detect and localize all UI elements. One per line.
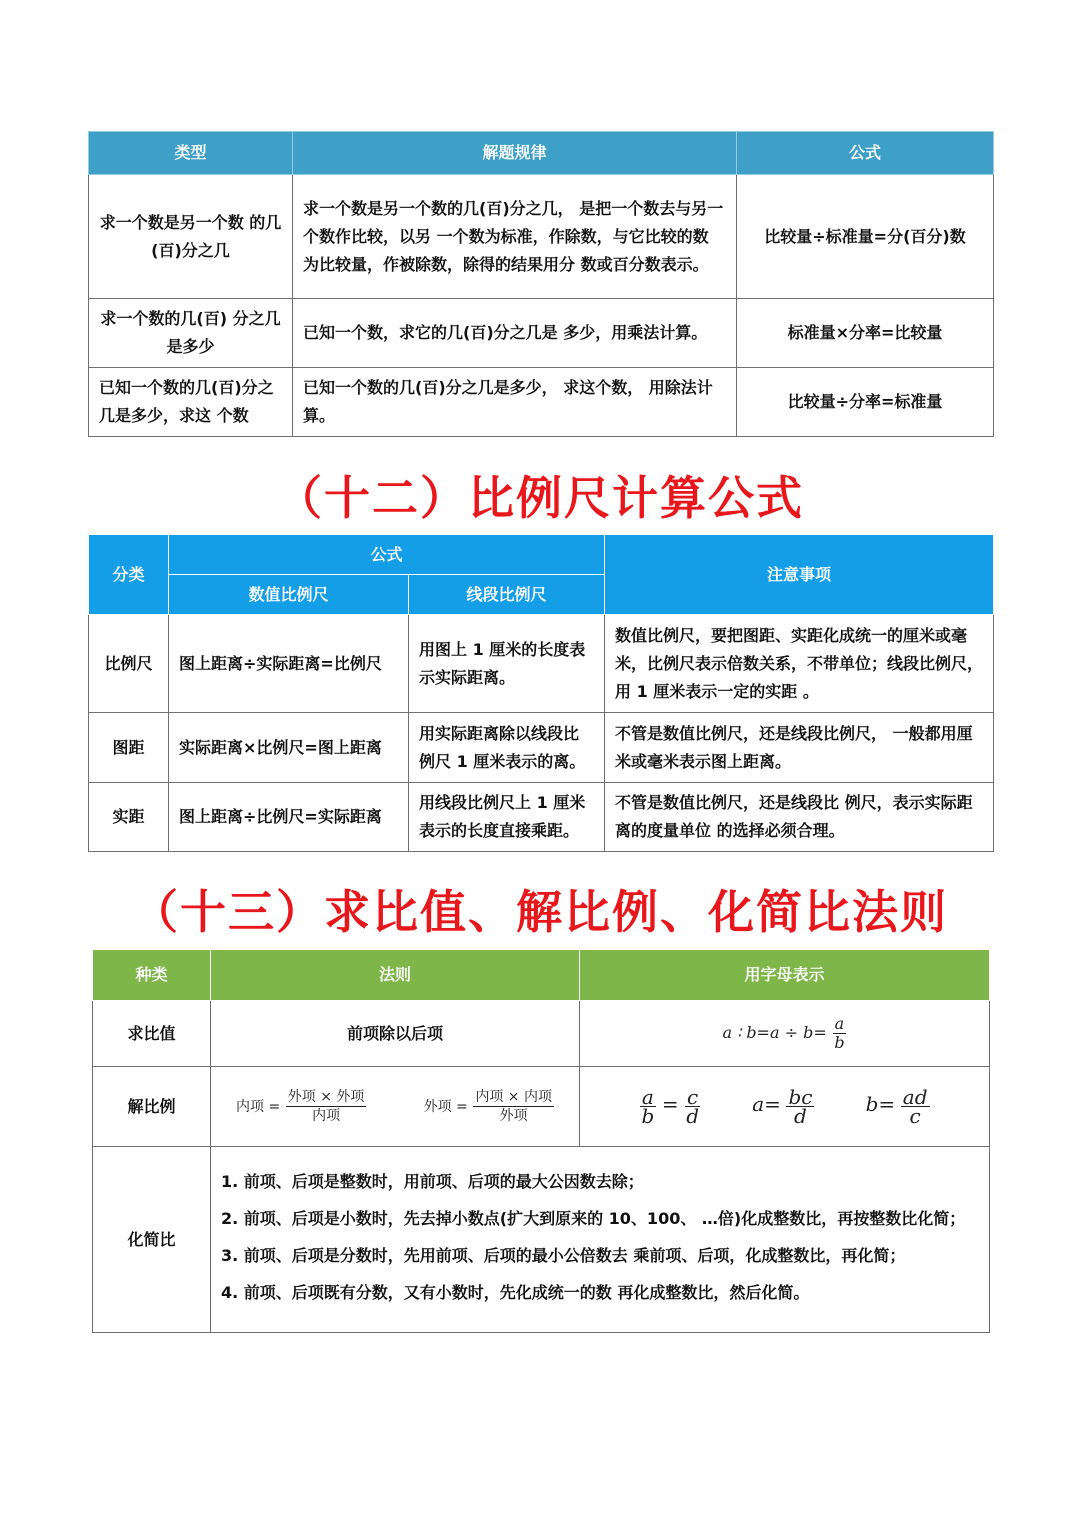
header-numeric-scale: 数值比例尺: [169, 575, 409, 615]
simplify-rule-3: 3. 前项、后项是分数时，先用前项、后项的最小公倍数去 乘前项、后项，化成整数比，再化简；: [221, 1245, 906, 1265]
simplify-rules-cell: [211, 1147, 990, 1333]
type-cell: 求一个数是另一个数 的几(百)分之几: [89, 175, 293, 299]
category-cell: 图距: [89, 713, 169, 783]
notes-cell: 数值比例尺，要把图距、实距化成统一的厘米或毫米，比例尺表示倍数关系，不带单位；线段比例尺，用 1 厘米表示一定的实距 。: [605, 615, 994, 713]
kind-cell: 求比值: [93, 1001, 211, 1067]
notes-cell: 不管是数值比例尺，还是线段比 例尺，表示实际距离的度量单位 的选择必须合理。: [605, 783, 994, 852]
kind-cell: 化简比: [93, 1147, 211, 1333]
ratio-rules-table: [92, 949, 990, 1333]
section-heading-13: （十三）求比值、解比例、化简比法则: [132, 885, 948, 939]
fraction-problems-table: [88, 131, 994, 437]
table-row: [89, 299, 994, 368]
equals-sign: =: [661, 1092, 679, 1116]
inner-term-fraction: $\frac{\text{外项 × 外项}}{\text{内项}}$: [287, 1089, 365, 1124]
category-cell: 实距: [89, 783, 169, 852]
line-formula-cell: 用实际距离除以线段比例尺 1 厘米表示的离。: [409, 713, 605, 783]
b-equals: b=: [865, 1092, 896, 1116]
type-cell: 已知一个数的几(百)分之几是多少，求这 个数: [89, 368, 293, 437]
rule-cell: 前项除以后项: [211, 1001, 580, 1067]
kind-cell: 解比例: [93, 1067, 211, 1147]
simplify-rule-1: 1. 前项、后项是整数时，用前项、后项的最大公因数去除；: [221, 1171, 644, 1191]
rule-cell: 求一个数是另一个数的几(百)分之几， 是把一个数去与另一个数作比较，以另 一个数为标准，作除数，与它比较的数 为比较量，作被除数，除得的结果用分 数或百分数表示。: [293, 175, 737, 299]
table-row: [93, 1067, 990, 1147]
header-formula: 公式: [737, 132, 994, 175]
notes-cell: 不管是数值比例尺，还是线段比例尺， 一般都用厘米或毫米表示图上距离。: [605, 713, 994, 783]
numeric-formula-cell: 图上距离÷比例尺=实际距离: [169, 783, 409, 852]
inner-term-eq: 内项 =: [236, 1099, 281, 1115]
table-row: [93, 1001, 990, 1067]
fraction-a-over-b: $\frac{a}{b}$: [641, 1085, 655, 1128]
a-equals: a=: [752, 1092, 781, 1116]
simplify-rule-4: 4. 前项、后项既有分数，又有小数时，先化成统一的数 再化成整数比，然后化简。: [221, 1282, 810, 1302]
header-letters: 用字母表示: [580, 950, 990, 1001]
category-cell: 比例尺: [89, 615, 169, 713]
formula-cell: 标准量×分率=比较量: [737, 299, 994, 368]
rule-cell: [211, 1067, 580, 1147]
header-notes: 注意事项: [605, 535, 994, 615]
table-row: [93, 1147, 990, 1333]
table-row: [89, 783, 994, 852]
header-rule: 解题规律: [293, 132, 737, 175]
formula-cell: 比较量÷分率=标准量: [737, 368, 994, 437]
header-type: 类型: [89, 132, 293, 175]
letter-formula-cell: [580, 1067, 990, 1147]
header-formula: 公式: [169, 535, 605, 575]
table-header-row: [93, 950, 990, 1001]
table-row: [89, 615, 994, 713]
scale-formula-table: [88, 534, 994, 852]
line-formula-cell: 用线段比例尺上 1 厘米表示的长度直接乘距。: [409, 783, 605, 852]
formula-cell: 比较量÷标准量=分(百分)数: [737, 175, 994, 299]
table-row: [89, 713, 994, 783]
line-formula-cell: 用图上 1 厘米的长度表示实际距离。: [409, 615, 605, 713]
header-line-scale: 线段比例尺: [409, 575, 605, 615]
simplify-rule-2: 2. 前项、后项是小数时，先去掉小数点(扩大到原来的 10、100、 …倍)化成整数比，再按整数比化简；: [221, 1208, 966, 1228]
letter-formula-cell: [580, 1001, 990, 1067]
fraction-ad-over-c: $\frac{ad}{c}$: [902, 1085, 928, 1128]
outer-term-eq: 外项 =: [423, 1099, 468, 1115]
numeric-formula-cell: 实际距离×比例尺=图上距离: [169, 713, 409, 783]
outer-term-fraction: $\frac{\text{内项 × 内项}}{\text{外项}}$: [475, 1089, 552, 1124]
table-header-row: [89, 535, 994, 575]
table-row: [89, 175, 994, 299]
header-kind: 种类: [93, 950, 211, 1001]
numeric-formula-cell: 图上距离÷实际距离=比例尺: [169, 615, 409, 713]
type-cell: 求一个数的几(百) 分之几是多少: [89, 299, 293, 368]
table-header-row: [89, 132, 994, 175]
fraction-c-over-d: $\frac{c}{d}$: [686, 1085, 700, 1128]
header-rule: 法则: [211, 950, 580, 1001]
rule-cell: 已知一个数，求它的几(百)分之几是 多少，用乘法计算。: [293, 299, 737, 368]
header-category: 分类: [89, 535, 169, 615]
table-row: [89, 368, 994, 437]
fraction-a-over-b: $\frac{a}{b}$: [834, 1014, 845, 1052]
section-heading-12: （十二）比例尺计算公式: [276, 471, 804, 525]
fraction-bc-over-d: $\frac{bc}{d}$: [788, 1085, 813, 1128]
rule-cell: 已知一个数的几(百)分之几是多少， 求这个数， 用除法计算。: [293, 368, 737, 437]
ratio-expression: a ∶ b=a ÷ b=: [722, 1023, 827, 1042]
